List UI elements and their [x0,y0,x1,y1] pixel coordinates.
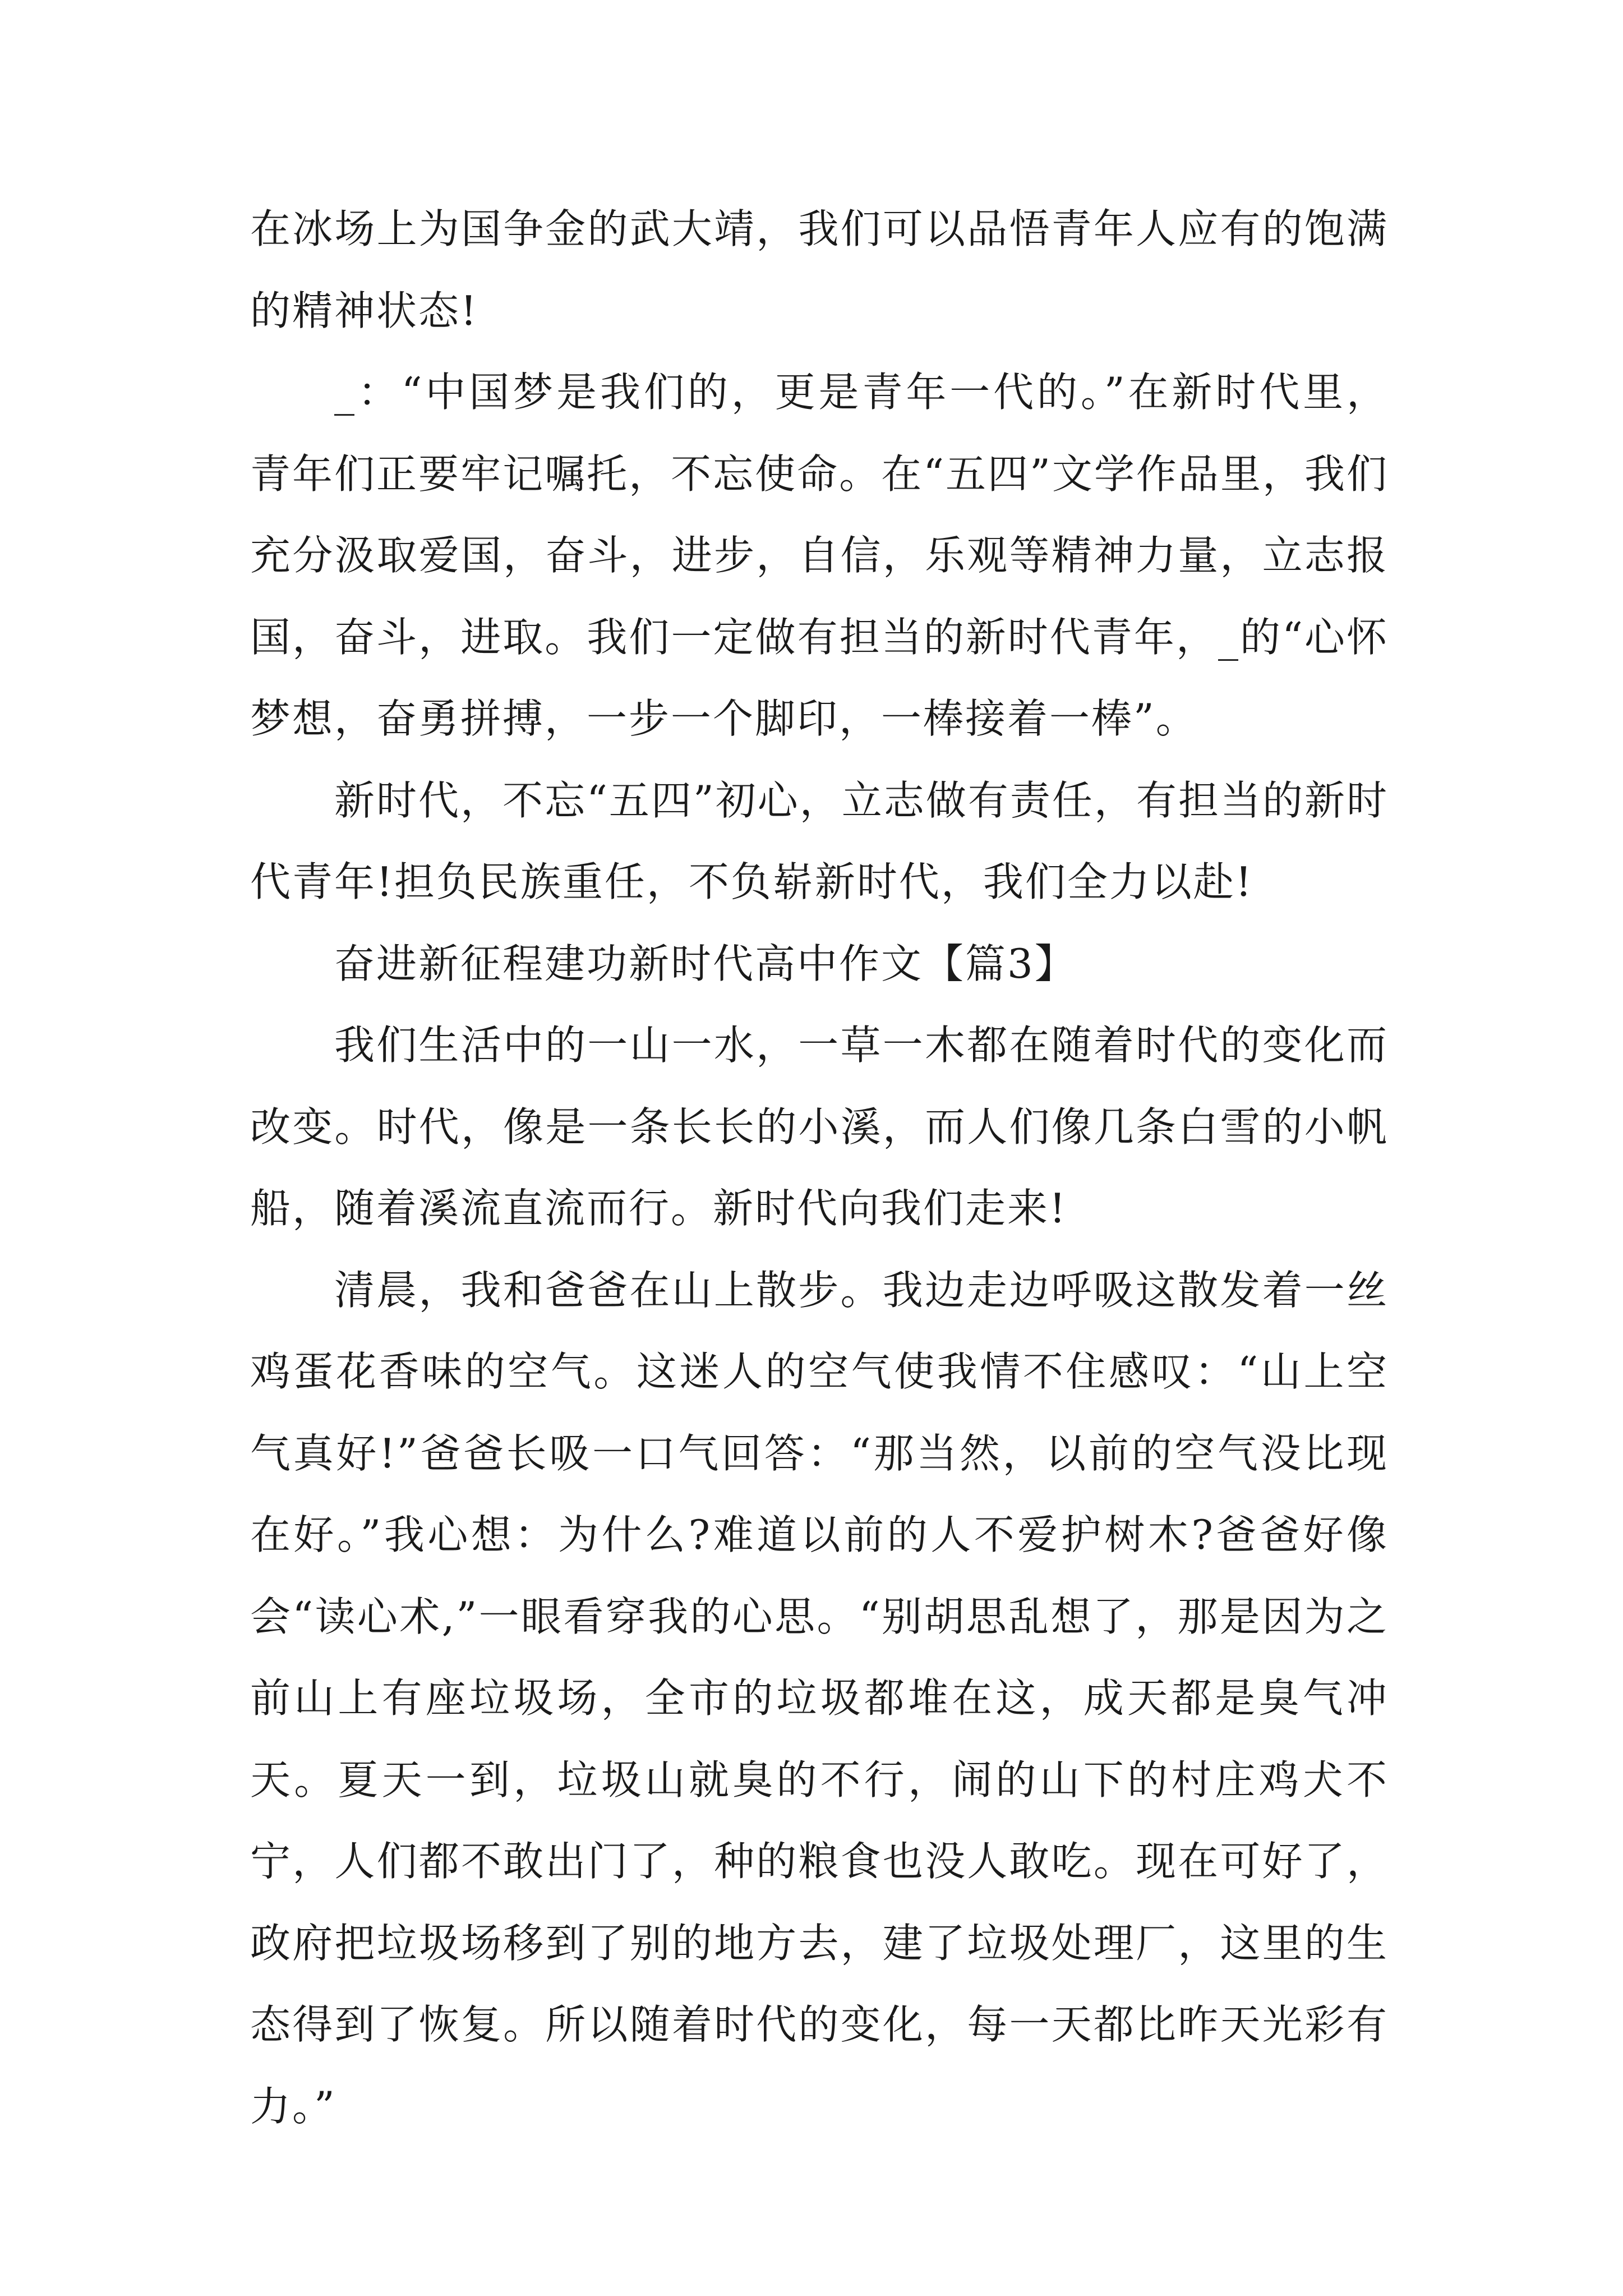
section-heading: 奋进新征程建功新时代高中作文【篇3】 [334,940,1077,987]
paragraph-5: 清晨，我和爸爸在山上散步。我边走边呼吸这散发着一丝鸡蛋花香味的空气。这迷人的空气使我情不住感叹：“山上空气真好!”爸爸长吸一口气回答：“那当然，以前的空气没比现在好。”我心想：为什么?难道以前的人不爱护树木?爸爸好像会“读心术,”一眼看穿我的心思。“别胡思乱想了，那是因为之前山上有座垃圾场，全市的垃圾都堆在这，成天都是臭气冲天。夏天一到，垃圾山就臭的不行，闹的山下的村庄鸡犬不宁，人们都不敢出门了，种的粮食也没人敢吃。现在可好了，政府把垃圾场移到了别的地方去，建了垃圾处理厂，这里的生态得到了恢复。所以随着时代的变化，每一天都比昨天光彩有力。” [250,1266,1389,2130]
document-body [250,188,1389,2147]
paragraph-3: 新时代，不忘“五四”初心，立志做有责任，有担当的新时代青年!担负民族重任，不负崭新时代，我们全力以赴! [250,776,1389,905]
paragraph-4: 我们生活中的一山一水，一草一木都在随着时代的变化而改变。时代，像是一条长长的小溪，而人们像几条白雪的小帆船，随着溪流直流而行。新时代向我们走来! [250,1022,1389,1232]
paragraph-2: _：“中国梦是我们的，更是青年一代的。”在新时代里，青年们正要牢记嘱托，不忘使命。在“五四”文学作品里，我们充分汲取爱国，奋斗，进步，自信，乐观等精神力量，立志报国，奋斗，进取。我们一定做有担当的新时代青年，_的“心怀梦想，奋勇拼搏，一步一个脚印，一棒接着一棒”。 [250,369,1389,742]
paragraph-1: 在冰场上为国争金的武大靖，我们可以品悟青年人应有的饱满的精神状态! [250,205,1389,334]
